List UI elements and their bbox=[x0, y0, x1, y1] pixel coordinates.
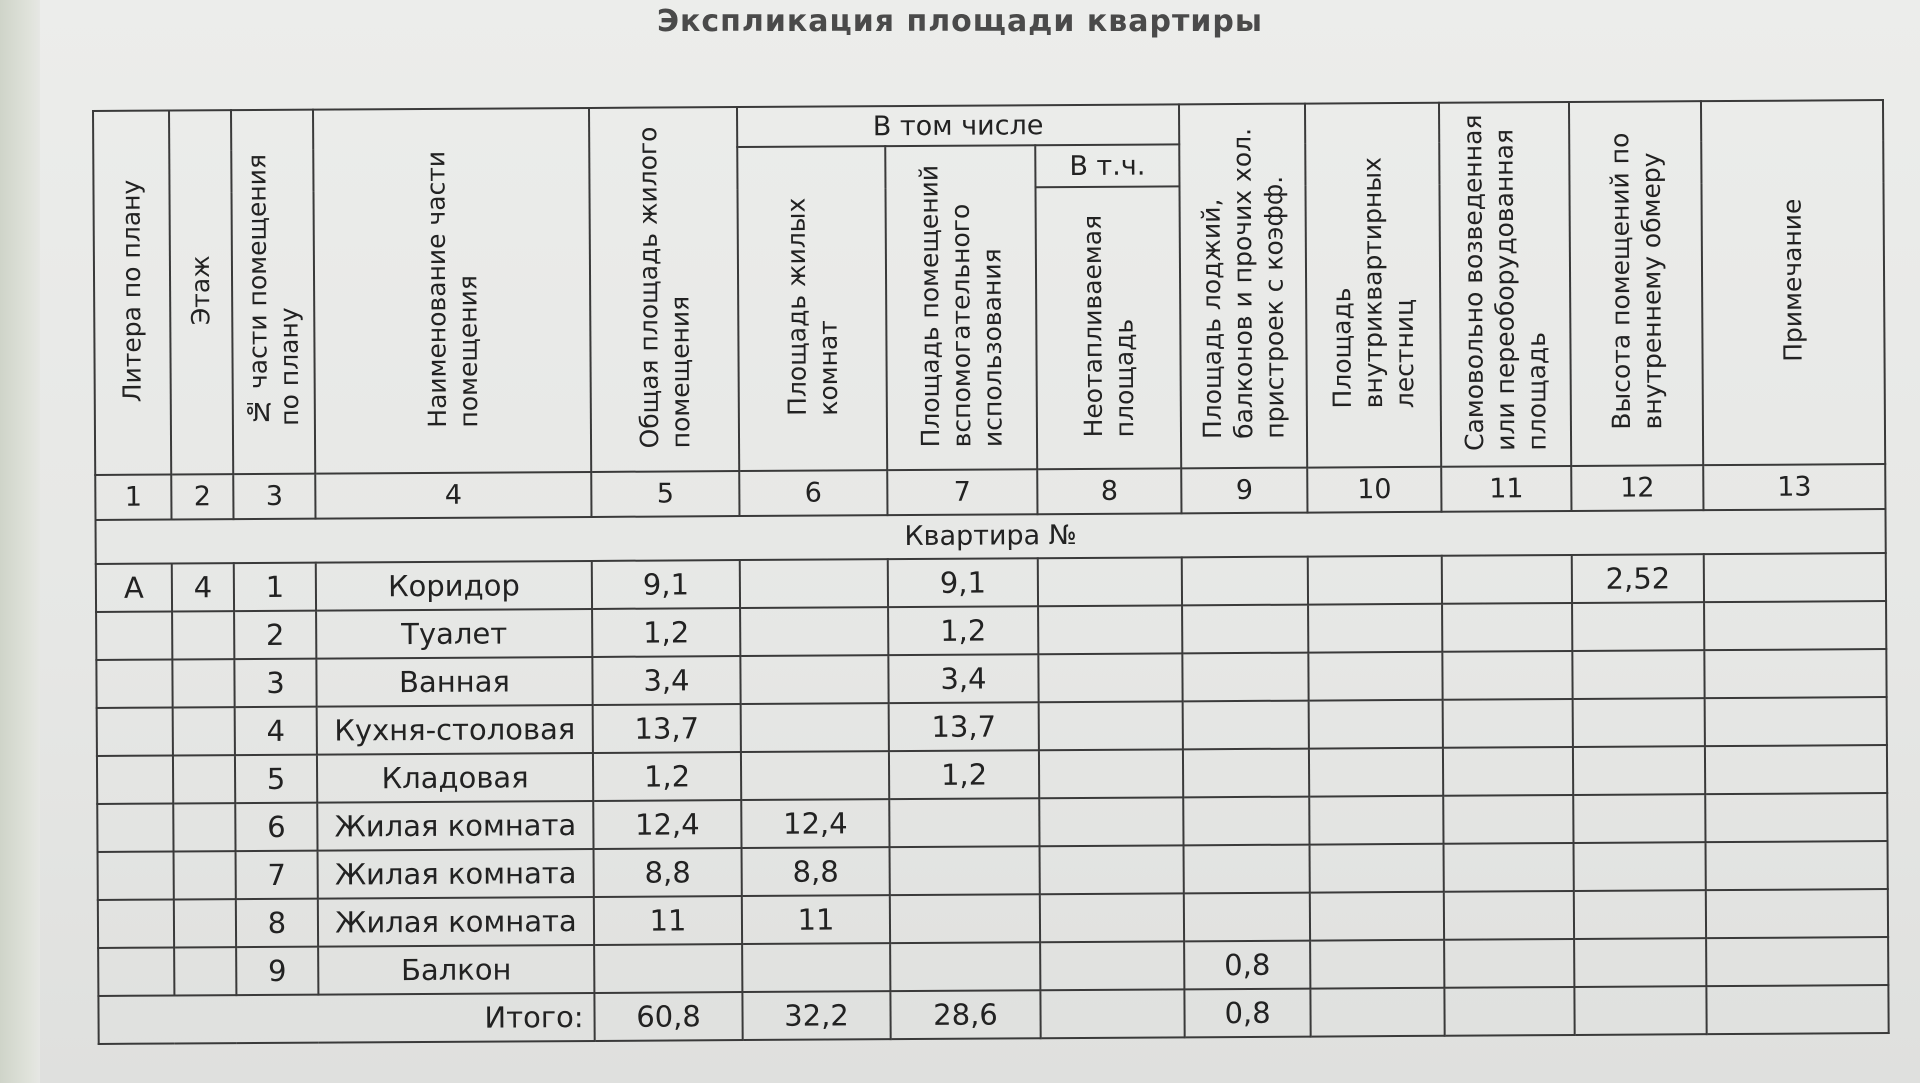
cell-part-number: 9 bbox=[236, 947, 318, 996]
cell-stairs-area bbox=[1309, 700, 1443, 749]
cell-auxiliary-area bbox=[890, 942, 1040, 991]
cell-stairs-area bbox=[1308, 604, 1442, 653]
cell-part-number: 1 bbox=[234, 563, 316, 611]
total-unauthorized-area-value bbox=[1444, 987, 1574, 1036]
cell-living-area: 12,4 bbox=[741, 799, 889, 848]
cell-part-name: Коридор bbox=[316, 561, 592, 611]
cell-liter bbox=[97, 804, 173, 852]
cell-total-area: 11 bbox=[594, 896, 742, 945]
cell-auxiliary-area bbox=[890, 846, 1040, 895]
cell-unheated-area bbox=[1038, 605, 1182, 654]
cell-part-name: Жилая комната bbox=[317, 801, 593, 851]
cell-unheated-area bbox=[1039, 797, 1183, 846]
column-number: 2 bbox=[171, 474, 233, 519]
cell-unheated-area bbox=[1038, 558, 1182, 607]
cell-part-name: Кладовая bbox=[317, 753, 593, 803]
header-total-area: Общая площадь жилого помещения bbox=[589, 107, 739, 472]
cell-living-area bbox=[740, 655, 888, 704]
cell-auxiliary-area bbox=[889, 798, 1039, 847]
total-area-value: 60,8 bbox=[594, 992, 742, 1041]
cell-note bbox=[1706, 889, 1888, 938]
cell-stairs-area bbox=[1308, 652, 1442, 701]
column-number: 9 bbox=[1181, 467, 1307, 512]
cell-note bbox=[1705, 697, 1887, 746]
total-note-value bbox=[1706, 985, 1888, 1034]
header-room-height: Высота помещений по внутреннему обмеру bbox=[1569, 101, 1703, 466]
cell-living-area: 8,8 bbox=[742, 847, 890, 896]
cell-height: 2,52 bbox=[1572, 554, 1704, 603]
cell-note bbox=[1704, 553, 1886, 602]
cell-unheated-area bbox=[1040, 893, 1184, 942]
cell-note bbox=[1706, 937, 1888, 986]
cell-floor bbox=[172, 659, 234, 707]
page-title: Экспликация площади квартиры bbox=[657, 4, 1263, 39]
total-auxiliary-area-value: 28,6 bbox=[890, 990, 1040, 1039]
cell-part-number: 2 bbox=[234, 611, 316, 659]
cell-living-area bbox=[740, 607, 888, 656]
column-number: 3 bbox=[233, 474, 315, 519]
total-label: Итого: bbox=[98, 993, 594, 1044]
total-living-area-value: 32,2 bbox=[742, 991, 890, 1040]
room-rows bbox=[96, 553, 1889, 996]
cell-part-number: 4 bbox=[235, 707, 317, 755]
column-number: 6 bbox=[739, 470, 887, 516]
total-height-value bbox=[1574, 986, 1706, 1035]
cell-height bbox=[1574, 938, 1706, 987]
cell-stairs-area bbox=[1310, 940, 1444, 989]
cell-unauthorized-area bbox=[1444, 843, 1574, 892]
cell-floor bbox=[173, 803, 235, 851]
cell-total-area: 1,2 bbox=[593, 752, 741, 801]
cell-liter bbox=[98, 851, 174, 899]
cell-stairs-area bbox=[1309, 748, 1443, 797]
cell-floor bbox=[174, 899, 236, 947]
cell-height bbox=[1573, 698, 1705, 747]
cell-loggia-area bbox=[1183, 797, 1309, 846]
cell-height bbox=[1573, 746, 1705, 795]
column-number: 1 bbox=[95, 474, 171, 519]
total-row bbox=[98, 985, 1888, 1044]
cell-part-name: Ванная bbox=[316, 657, 592, 707]
cell-unauthorized-area bbox=[1442, 555, 1572, 604]
cell-total-area bbox=[594, 944, 742, 993]
cell-unauthorized-area bbox=[1442, 603, 1572, 652]
column-number: 7 bbox=[887, 469, 1037, 515]
cell-note bbox=[1705, 745, 1887, 794]
cell-stairs-area bbox=[1308, 556, 1442, 605]
column-number: 4 bbox=[315, 472, 591, 518]
cell-total-area: 12,4 bbox=[593, 800, 741, 849]
column-number: 8 bbox=[1037, 468, 1181, 514]
cell-total-area: 1,2 bbox=[592, 608, 740, 657]
header-living-rooms-area: Площадь жилых комнат bbox=[737, 147, 887, 471]
cell-living-area bbox=[741, 751, 889, 800]
column-number: 10 bbox=[1307, 467, 1441, 512]
cell-liter bbox=[96, 612, 172, 660]
page-binding-edge bbox=[0, 0, 40, 1083]
cell-floor bbox=[174, 851, 236, 899]
cell-note bbox=[1704, 649, 1886, 698]
header-liter: Литера по плану bbox=[93, 111, 171, 475]
cell-living-area bbox=[742, 943, 890, 992]
cell-auxiliary-area bbox=[890, 894, 1040, 943]
cell-unauthorized-area bbox=[1442, 651, 1572, 700]
header-auxiliary-area: Площадь помещений вспомогательного использования bbox=[885, 146, 1037, 470]
cell-stairs-area bbox=[1310, 844, 1444, 893]
cell-living-area: 11 bbox=[742, 895, 890, 944]
cell-liter bbox=[97, 708, 173, 756]
header-unauthorized-area: Самовольно возведенная или переоборудованная площадь bbox=[1439, 102, 1571, 467]
cell-part-name: Туалет bbox=[316, 609, 592, 659]
cell-auxiliary-area: 13,7 bbox=[889, 702, 1039, 751]
total-loggia-area-value: 0,8 bbox=[1184, 989, 1310, 1038]
cell-auxiliary-area: 9,1 bbox=[888, 558, 1038, 607]
cell-note bbox=[1706, 841, 1888, 890]
cell-part-name: Жилая комната bbox=[318, 897, 594, 947]
cell-stairs-area bbox=[1309, 796, 1443, 845]
cell-loggia-area: 0,8 bbox=[1184, 940, 1310, 989]
cell-unheated-area bbox=[1038, 653, 1182, 702]
cell-loggia-area bbox=[1182, 653, 1308, 702]
cell-stairs-area bbox=[1310, 892, 1444, 941]
cell-unauthorized-area bbox=[1443, 699, 1573, 748]
total-stairs-area-value bbox=[1310, 988, 1444, 1037]
cell-height bbox=[1572, 650, 1704, 699]
cell-note bbox=[1705, 793, 1887, 842]
cell-floor: 4 bbox=[172, 563, 234, 611]
column-number: 12 bbox=[1571, 465, 1703, 510]
cell-liter bbox=[97, 756, 173, 804]
header-floor: Этаж bbox=[169, 110, 233, 474]
cell-part-number: 7 bbox=[236, 851, 318, 899]
header-loggia-area: Площадь лоджий, балконов и прочих хол. пристроек с коэфф. bbox=[1179, 104, 1307, 469]
cell-note bbox=[1704, 601, 1886, 650]
cell-unauthorized-area bbox=[1444, 891, 1574, 940]
cell-liter: А bbox=[96, 564, 172, 612]
cell-living-area bbox=[741, 703, 889, 752]
total-unheated-area-value bbox=[1040, 989, 1184, 1038]
cell-loggia-area bbox=[1184, 845, 1310, 894]
cell-loggia-area bbox=[1183, 749, 1309, 798]
cell-floor bbox=[174, 947, 236, 995]
cell-part-number: 3 bbox=[234, 659, 316, 707]
cell-loggia-area bbox=[1183, 701, 1309, 750]
header-group-including: В том числе bbox=[737, 104, 1179, 147]
cell-floor bbox=[173, 707, 235, 755]
cell-unauthorized-area bbox=[1443, 747, 1573, 796]
cell-height bbox=[1574, 890, 1706, 939]
cell-auxiliary-area: 1,2 bbox=[888, 606, 1038, 655]
header-subgroup-including: В т.ч. bbox=[1035, 145, 1179, 188]
cell-unheated-area bbox=[1039, 749, 1183, 798]
cell-total-area: 9,1 bbox=[592, 560, 740, 609]
cell-living-area bbox=[740, 559, 888, 608]
explication-table bbox=[92, 99, 1890, 1045]
apartment-section-label: Квартира № bbox=[96, 509, 1886, 565]
header-unheated-area: Неотапливаемая площадь bbox=[1035, 187, 1181, 469]
cell-part-number: 5 bbox=[235, 755, 317, 803]
cell-height bbox=[1573, 794, 1705, 843]
cell-height bbox=[1574, 842, 1706, 891]
column-number: 13 bbox=[1703, 464, 1885, 510]
cell-auxiliary-area: 1,2 bbox=[889, 750, 1039, 799]
cell-unheated-area bbox=[1040, 845, 1184, 894]
cell-unauthorized-area bbox=[1443, 795, 1573, 844]
cell-liter bbox=[96, 660, 172, 708]
cell-liter bbox=[98, 899, 174, 947]
cell-unauthorized-area bbox=[1444, 939, 1574, 988]
cell-auxiliary-area: 3,4 bbox=[888, 654, 1038, 703]
cell-unheated-area bbox=[1039, 701, 1183, 750]
column-number: 11 bbox=[1441, 466, 1571, 511]
cell-unheated-area bbox=[1040, 941, 1184, 990]
cell-loggia-area bbox=[1182, 605, 1308, 654]
cell-total-area: 3,4 bbox=[592, 656, 740, 705]
cell-total-area: 8,8 bbox=[594, 848, 742, 897]
cell-part-number: 6 bbox=[235, 803, 317, 851]
cell-loggia-area bbox=[1182, 557, 1308, 606]
header-note: Примечание bbox=[1701, 100, 1885, 465]
cell-part-number: 8 bbox=[236, 899, 318, 947]
header-row-1 bbox=[93, 100, 1883, 151]
cell-part-name: Балкон bbox=[318, 945, 594, 995]
header-part-name: Наименование части помещения bbox=[313, 108, 591, 474]
cell-part-name: Жилая комната bbox=[318, 849, 594, 899]
cell-liter bbox=[98, 947, 174, 996]
cell-part-name: Кухня-столовая bbox=[317, 705, 593, 755]
cell-loggia-area bbox=[1184, 893, 1310, 942]
header-part-number: № части помещения по плану bbox=[231, 110, 315, 474]
column-number: 5 bbox=[591, 471, 739, 517]
cell-height bbox=[1572, 602, 1704, 651]
cell-floor bbox=[173, 755, 235, 803]
header-stairs-area: Площадь внутриквартирных лестниц bbox=[1305, 103, 1441, 468]
cell-total-area: 13,7 bbox=[593, 704, 741, 753]
cell-floor bbox=[172, 611, 234, 659]
